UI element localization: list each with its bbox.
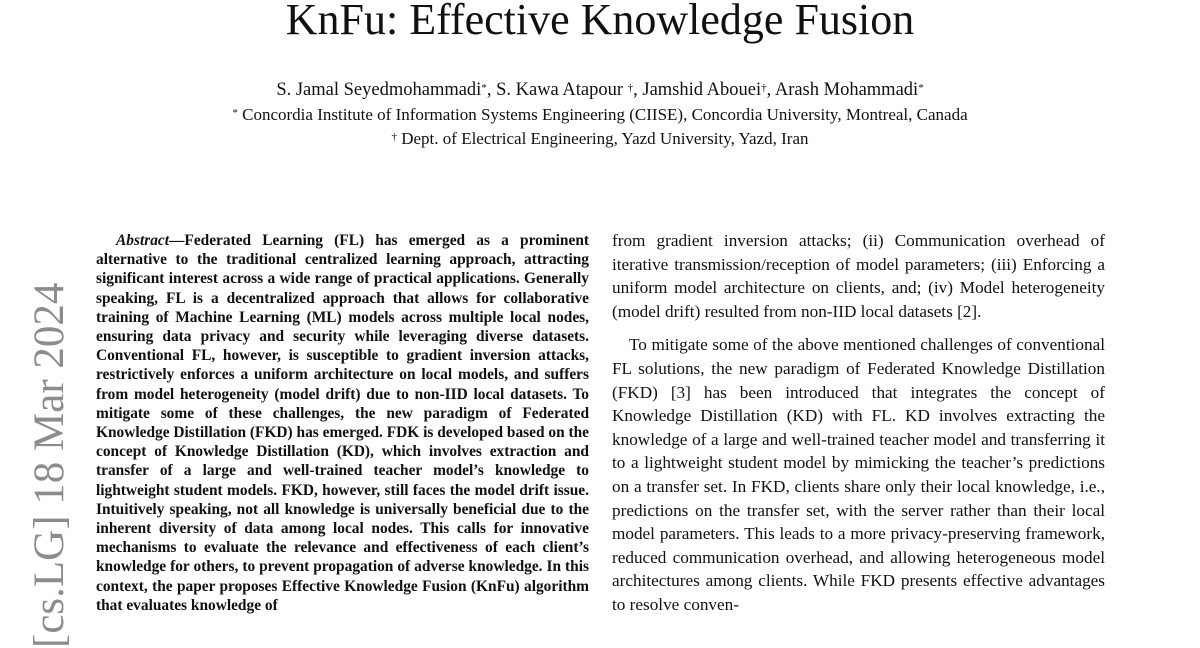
affiliation-mark: * — [232, 107, 238, 119]
affiliation-concordia — [0, 104, 1200, 126]
author-mark: † — [761, 82, 767, 94]
author-mark: † — [627, 82, 634, 94]
abstract-text: —Federated Learning (FL) has emerged as a prominent alternative to the traditional centralized learning approach, attracting significant interest across a wide range of practical applications. Generally speaking, FL is a decentralized approach that allows for collaborative training of Machine Learning (ML) models across multiple local nodes, ensuring data privacy and security while leveraging diverse datasets. Conventional FL, however, is susceptible to gradient inversion attacks, restrictively enforces a uniform architecture on local models, and suffers from model heterogeneity (model drift) due to non-IID local datasets. To mitigate some of these challenges, the new paradigm of Federated Knowledge Distillation (FKD) has emerged. FDK is developed based on the concept of Knowledge Distillation (KD), which involves extraction and transfer of a large and well-trained teacher model’s knowledge to lightweight student models. FKD, however, still faces the model drift issue. Intuitively speaking, not all knowledge is universally beneficial due to the inherent diversity of data among local nodes. This calls for innovative mechanisms to evaluate the relevance and effectiveness of each client’s knowledge for others, to prevent propagation of adverse knowledge. In this context, the paper proposes Effective Knowledge Fusion (KnFu) algorithm that evaluates knowledge of — [96, 232, 589, 614]
body-paragraph-1: from gradient inversion attacks; (ii) Communication overhead of iterative transmission/reception of model parameters; (iii) Enforcing a uniform model architecture on clients, and; (iv) Model heterogeneity (model drift) resulted from non-IID local datasets [2]. — [612, 231, 1105, 321]
author: S. Kawa Atapour — [496, 80, 628, 100]
abstract-paragraph — [96, 231, 589, 615]
author-mark: * — [918, 82, 924, 94]
paper-title: KnFu: Effective Knowledge Fusion — [285, 0, 915, 44]
body-paragraph-2: To mitigate some of the above mentioned challenges of conventional FL solutions, the new paradigm of Federated Knowledge Distillation (FKD) [3] has been introduced that integrates the concept of Knowledge Distillation (KD) with FL. KD involves extracting the knowledge of a large and well-trained teacher model and transferring it to a lightweight student model by mimicking the teacher’s predictions on a transfer set. In FKD, clients share only their local knowledge, i.e., predictions on the transfer set, with the server rather than their local model parameters. This leads to a more privacy-preserving framework, reduced communication overhead, and allowing heterogeneous model architectures among clients. While FKD presents effective advantages to resolve conven- — [612, 335, 1105, 614]
body-column — [612, 229, 1105, 617]
affiliation-mark: † — [391, 131, 397, 143]
author: S. Jamal Seyedmohammadi — [276, 80, 482, 100]
abstract-lead: Abstract — [116, 232, 170, 249]
author-mark: * — [481, 82, 487, 94]
arxiv-side-stamp: [cs.LG] 18 Mar 2024 — [26, 282, 73, 648]
author-list: S. Jamal Seyedmohammadi*, S. Kawa Atapour †, Jamshid Abouei†, Arash Mohammadi* — [276, 80, 924, 100]
author: Jamshid Abouei — [642, 80, 762, 100]
affiliation-text: Concordia Institute of Information Systems Engineering (CIISE), Concordia University, Montreal, Canada — [237, 105, 968, 124]
author: Arash Mohammadi — [774, 80, 919, 100]
affiliation-yazd — [0, 128, 1200, 150]
affiliation-text: Dept. of Electrical Engineering, Yazd University, Yazd, Iran — [396, 129, 809, 148]
abstract-column — [96, 231, 589, 615]
